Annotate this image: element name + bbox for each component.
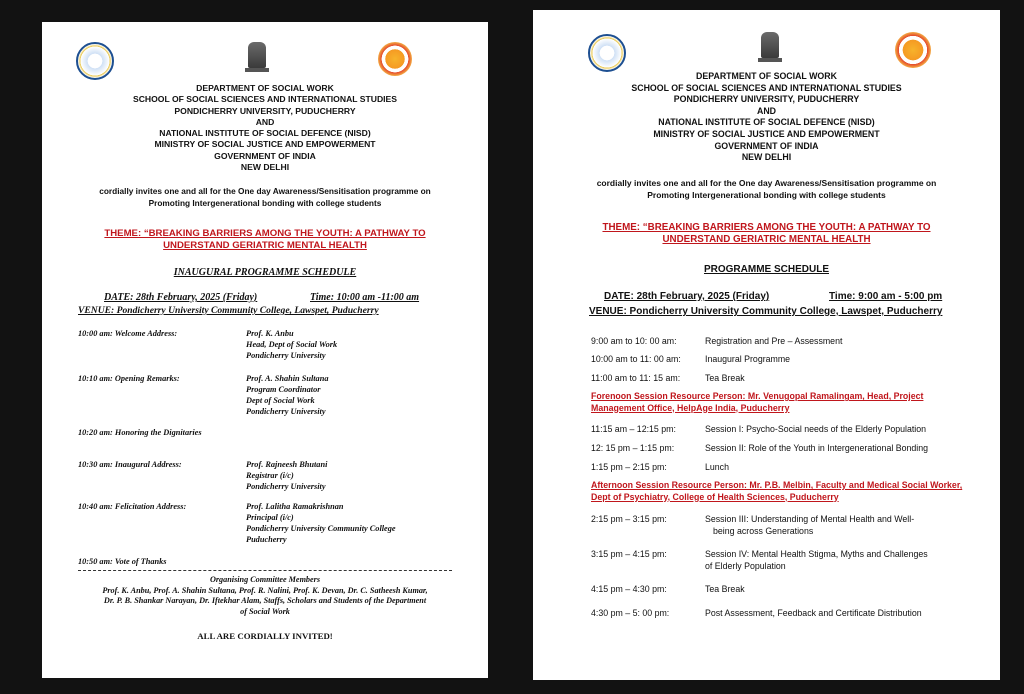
header-line: NEW DELHI [741, 152, 792, 163]
committee-line: Dr. P. B. Shankar Narayan, Dr. Iftekhar Alam, Staffs, Scholars and Students of the Department [103, 596, 427, 606]
row-activity: Inaugural Programme [705, 354, 791, 364]
row-time: 10:10 am: Opening Remarks: [78, 374, 180, 383]
row-time: 9:00 am to 10: 00 am: [591, 336, 677, 346]
row-time: 10:50 am: Vote of Thanks [78, 557, 167, 566]
header-line: GOVERNMENT OF INDIA [214, 150, 316, 161]
schedule-title: PROGRAMME SCHEDULE [703, 264, 829, 275]
header-line: DEPARTMENT OF SOCIAL WORK [196, 83, 334, 93]
invite-line: Promoting Intergenerational bonding with college students [647, 189, 886, 200]
divider [78, 570, 452, 571]
row-activity: of Elderly Population [705, 561, 786, 571]
person-line: Dept of Social Work [246, 396, 315, 405]
row-activity: Post Assessment, Feedback and Certificate Distribution [705, 608, 922, 618]
schedule-title: INAUGURAL PROGRAMME SCHEDULE [173, 267, 357, 278]
row-time: 11:15 am – 12:15 pm: [591, 424, 676, 434]
row-time: 3:15 pm – 4:15 pm: [591, 549, 667, 559]
nisd-logo-icon [378, 42, 412, 76]
header-line: SCHOOL OF SOCIAL SCIENCES AND INTERNATIONAL STUDIES [132, 94, 398, 105]
organiser-header [42, 83, 488, 173]
person-line: Pondicherry University [246, 351, 326, 360]
row-time: 1:15 pm – 2:15 pm: [591, 462, 667, 472]
header-line: DEPARTMENT OF SOCIAL WORK [696, 71, 837, 81]
committee-line: of Social Work [240, 606, 290, 616]
person-line: Program Coordinator [246, 385, 321, 394]
row-time: 10:30 am: Inaugural Address: [78, 460, 182, 469]
university-seal-icon [588, 34, 626, 72]
row-activity: Session IV: Mental Health Stigma, Myths and Challenges [705, 549, 928, 559]
person-line: Pondicherry University [246, 482, 326, 491]
row-time: 11:00 am to 11: 15 am: [591, 373, 681, 383]
organiser-header [533, 71, 1000, 164]
row-activity: Session I: Psycho-Social needs of the Elderly Population [705, 424, 927, 434]
event-date: DATE: 28th February, 2025 (Friday) [604, 291, 770, 302]
theme-title [533, 222, 1000, 246]
person-line: Pondicherry University [246, 407, 326, 416]
theme-line: UNDERSTAND GERIATRIC MENTAL HEALTH [662, 234, 871, 245]
row-activity: Registration and Pre – Assessment [705, 336, 843, 346]
row-activity: Session III: Understanding of Mental Health and Well- [705, 514, 915, 524]
header-line: NATIONAL INSTITUTE OF SOCIAL DEFENCE (NISD) [658, 117, 875, 128]
person-line: Principal (i/c) [246, 513, 294, 522]
afternoon-resource-person: Afternoon Session Resource Person: Mr. P.B. Melbin, Faculty and Medical Social Worker, Dept of Psychiatry, College of Health Sciences, Puducherry [591, 480, 963, 502]
row-people [246, 373, 328, 417]
person-line: Head, Dept of Social Work [246, 340, 338, 349]
programme-schedule-page [533, 10, 1000, 680]
header-line: NEW DELHI [240, 162, 290, 173]
row-activity: Lunch [705, 462, 729, 472]
inaugural-schedule-page [42, 22, 488, 678]
row-time: 10:00 am: Welcome Address: [78, 329, 178, 338]
row-people [246, 459, 327, 492]
logo-row [533, 10, 1000, 70]
national-emblem-icon [248, 42, 266, 68]
invitation-text [42, 186, 488, 209]
header-line: PONDICHERRY UNIVERSITY, PUDUCHERRY [174, 105, 356, 116]
theme-line: THEME: “BREAKING BARRIERS AMONG THE YOUTH: A PATHWAY TO [104, 228, 426, 239]
invitation-text [533, 178, 1000, 201]
event-venue: VENUE: Pondicherry University Community College, Lawspet, Puducherry [589, 306, 943, 317]
row-activity: Tea Break [705, 584, 745, 594]
header-line: GOVERNMENT OF INDIA [714, 140, 819, 151]
row-people [246, 328, 337, 361]
header-line: PONDICHERRY UNIVERSITY, PUDUCHERRY [673, 94, 860, 105]
row-activity: Session II: Role of the Youth in Intergenerational Bonding [705, 443, 929, 453]
national-emblem-icon [761, 32, 779, 58]
header-line: AND [756, 105, 777, 116]
nisd-logo-icon [895, 32, 931, 68]
person-line: Prof. Lalitha Ramakrishnan [246, 502, 344, 511]
theme-line: UNDERSTAND GERIATRIC MENTAL HEALTH [163, 240, 367, 251]
theme-title [42, 228, 488, 252]
person-line: Pondicherry University Community College [246, 524, 396, 533]
logo-row [42, 22, 488, 82]
event-time: Time: 9:00 am - 5:00 pm [829, 291, 943, 302]
forenoon-resource-person: Forenoon Session Resource Person: Mr. Venugopal Ramalingam, Head, Project Management Office, HelpAge India, Puducherry [591, 391, 924, 413]
row-people [246, 501, 396, 545]
event-time: Time: 10:00 am -11:00 am [310, 292, 420, 303]
row-time: 4:15 pm – 4:30 pm: [591, 584, 667, 594]
header-line: NATIONAL INSTITUTE OF SOCIAL DEFENCE (NISD) [159, 128, 371, 139]
invite-line: cordially invites one and all for the One day Awareness/Sensitisation programme on [596, 178, 937, 188]
header-line: AND [255, 116, 275, 127]
row-activity: Tea Break [705, 373, 745, 383]
row-time: 10:00 am to 11: 00 am: [591, 354, 681, 364]
header-line: MINISTRY OF SOCIAL JUSTICE AND EMPOWERMENT [154, 139, 376, 150]
row-time: 2:15 pm – 3:15 pm: [591, 514, 667, 524]
header-line: MINISTRY OF SOCIAL JUSTICE AND EMPOWERMENT [653, 128, 880, 139]
person-line: Puducherry [246, 535, 287, 544]
person-line: Prof. Rajneesh Bhutani [246, 460, 328, 469]
organising-committee [52, 575, 478, 617]
row-time: 4:30 pm – 5: 00 pm: [591, 608, 670, 618]
committee-line: Organising Committee Members [209, 575, 321, 584]
row-time: 12: 15 pm – 1:15 pm: [591, 443, 675, 453]
invite-line: cordially invites one and all for the One day Awareness/Sensitisation programme on [99, 186, 431, 196]
person-line: Prof. K. Anbu [246, 329, 294, 338]
header-line: SCHOOL OF SOCIAL SCIENCES AND INTERNATIONAL STUDIES [631, 82, 902, 93]
person-line: Registrar (i/c) [246, 471, 294, 480]
committee-line: Prof. K. Anbu, Prof. A. Shahin Sultana, Prof. R. Nalini, Prof. K. Devan, Dr. C. Satheesh Kumar, [102, 585, 428, 595]
event-date: DATE: 28th February, 2025 (Friday) [104, 292, 258, 303]
theme-line: THEME: “BREAKING BARRIERS AMONG THE YOUTH: A PATHWAY TO [602, 222, 931, 233]
invite-line: Promoting Intergenerational bonding with college students [148, 197, 382, 208]
event-venue: VENUE: Pondicherry University Community College, Lawspet, Puducherry [78, 305, 379, 316]
row-time: 10:20 am: Honoring the Dignitaries [78, 428, 202, 437]
university-seal-icon [76, 42, 114, 80]
row-activity: being across Generations [713, 526, 814, 536]
row-time: 10:40 am: Felicitation Address: [78, 502, 187, 511]
closing-invitation: ALL ARE CORDIALLY INVITED! [197, 631, 333, 641]
person-line: Prof. A. Shahin Sultana [246, 374, 329, 383]
